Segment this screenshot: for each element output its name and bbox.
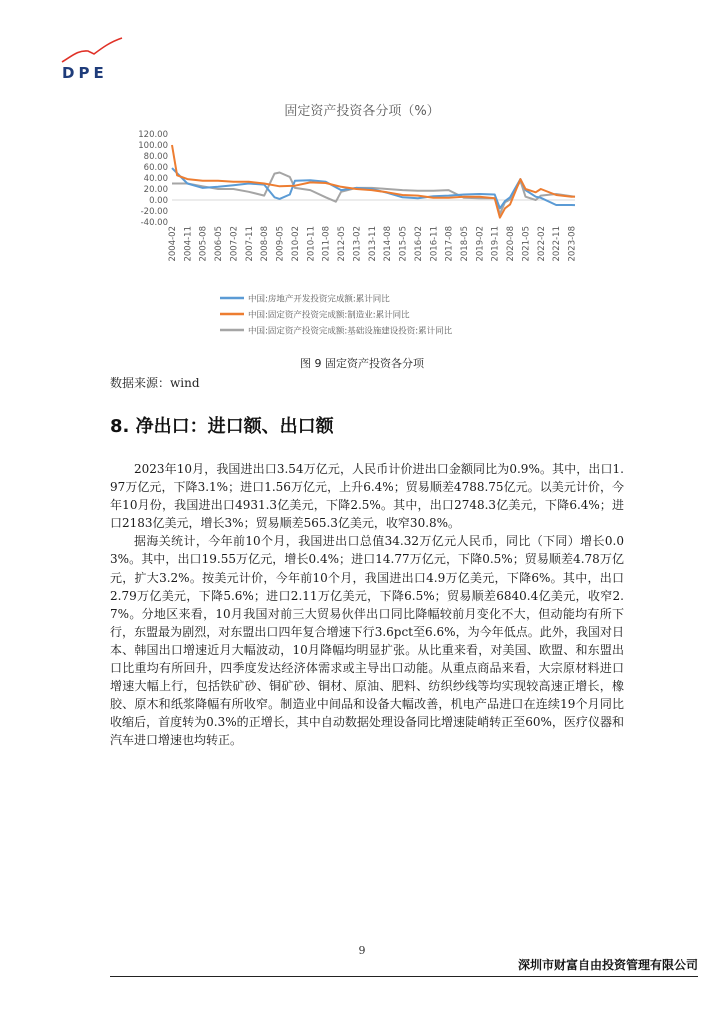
x-tick-label: 2023-08 bbox=[567, 226, 578, 262]
section-body bbox=[110, 460, 624, 750]
company-name: 深圳市财富自由投资管理有限公司 bbox=[517, 958, 698, 972]
footer-divider bbox=[110, 976, 698, 977]
x-tick-label: 2020-08 bbox=[506, 226, 517, 262]
x-tick-label: 2010-02 bbox=[290, 226, 301, 262]
x-tick-label: 2004-02 bbox=[168, 226, 178, 262]
x-tick-label: 2016-11 bbox=[429, 226, 440, 262]
x-tick-label: 2005-08 bbox=[198, 226, 209, 262]
y-tick-label: 100.00 bbox=[138, 141, 168, 151]
x-tick-label: 2021-05 bbox=[521, 226, 532, 262]
x-tick-label: 2019-11 bbox=[490, 226, 501, 262]
y-tick-label: 20.00 bbox=[143, 185, 168, 195]
legend-label-1: 中国:房地产开发投资完成额:累计同比 bbox=[248, 294, 390, 305]
data-source: 数据来源：wind bbox=[110, 376, 200, 390]
x-tick-label: 2010-11 bbox=[306, 226, 317, 262]
series-line-2 bbox=[172, 145, 575, 218]
x-tick-label: 2007-02 bbox=[229, 226, 240, 262]
x-tick-label: 2022-02 bbox=[536, 226, 547, 262]
x-tick-label: 2016-02 bbox=[413, 226, 424, 262]
y-tick-label: 40.00 bbox=[143, 174, 168, 184]
section-heading: 8. 净出口：进口额、出口额 bbox=[110, 416, 334, 437]
y-tick-label: 80.00 bbox=[143, 152, 168, 162]
x-tick-label: 2011-08 bbox=[321, 226, 332, 262]
x-tick-label: 2022-11 bbox=[552, 226, 563, 262]
figure-caption: 图 9 固定资产投资各分项 bbox=[300, 357, 424, 370]
x-tick-label: 2006-05 bbox=[214, 226, 225, 262]
x-tick-label: 2018-05 bbox=[460, 226, 471, 262]
x-tick-label: 2017-08 bbox=[444, 226, 455, 262]
x-tick-label: 2007-11 bbox=[244, 226, 255, 262]
y-tick-label: 120.00 bbox=[138, 130, 168, 140]
paragraph-1: 2023年10月，我国进出口3.54万亿元，人民币计价进出口金额同比为0.9%。其中，出口1.97万亿元，下降3.1%；进口1.56万亿元，上升6.4%；贸易顺差4788.75亿元。以美元计价，今年10月份，我国进出口4931.3亿美元，下降2.5%。其中，出口2748.3亿美元，下降6.4%；进口2183亿美元，增长3%；贸易顺差565.3亿美元，收窄30.8%。 bbox=[110, 462, 624, 531]
x-tick-label: 2012-05 bbox=[337, 226, 348, 262]
chart-title: 固定资产投资各分项（%） bbox=[284, 104, 440, 119]
legend-label-3: 中国:固定资产投资完成额:基础设施建设投资:累计同比 bbox=[248, 326, 453, 337]
x-tick-label: 2013-11 bbox=[367, 226, 378, 262]
y-tick-label: -40.00 bbox=[140, 218, 168, 228]
x-tick-label: 2004-11 bbox=[183, 226, 194, 262]
logo-text: DPE bbox=[62, 64, 108, 82]
legend-label-2: 中国:固定资产投资完成额:制造业:累计同比 bbox=[248, 310, 410, 321]
paragraph-2: 据海关统计，今年前10个月，我国进出口总值34.32万亿元人民币，同比（下同）增长0.03%。其中，出口19.55万亿元，增长0.4%；进口14.77万亿元，下降0.5%；贸易顺差4.78万亿元，扩大3.2%。按美元计价，今年前10个月，我国进出口4.9万亿美元，下降6%。其中，出口2.79万亿美元，下降5.6%；进口2.11万亿美元，下降6.5%；贸易顺差6840.4亿美元，收窄2.7%。分地区来看，10月我国对前三大贸易伙伴出口同比降幅较前月变化不大，但动能均有所下行，东盟最为剧烈，对东盟出口四年复合增速下行3.6pct至6.6%，为今年低点。此外，我国对日本、韩国出口增速近月大幅波动，10月降幅均明显扩张。从比重来看，对美国、欧盟、和东盟出口比重均有所回升，四季度发达经济体需求或主导出口动能。从重点商品来看，大宗原材料进口增速大幅上行，包括铁矿砂、铜矿砂、铜材、原油、肥料、纺织纱线等均实现较高速正增长，橡胶、原木和纸浆降幅有所收窄。制造业中间品和设备大幅改善，机电产品进口在连续19个月同比收缩后，首度转为0.3%的正增长，其中自动数据处理设备同比增速陡峭转正至60%，医疗仪器和汽车进口增速也均转正。 bbox=[110, 534, 624, 748]
y-tick-label: 0.00 bbox=[149, 196, 168, 206]
x-tick-label: 2009-05 bbox=[275, 226, 286, 262]
page-number: 9 bbox=[358, 944, 366, 957]
y-tick-label: -20.00 bbox=[140, 207, 168, 217]
x-tick-label: 2013-02 bbox=[352, 226, 363, 262]
logo-swoosh-icon bbox=[62, 38, 122, 62]
x-tick-label: 2008-08 bbox=[260, 226, 271, 262]
fixed-asset-investment-chart bbox=[120, 120, 590, 345]
x-tick-label: 2014-08 bbox=[383, 226, 394, 262]
x-tick-label: 2015-05 bbox=[398, 226, 409, 262]
y-tick-label: 60.00 bbox=[143, 163, 168, 173]
x-tick-label: 2019-02 bbox=[475, 226, 486, 262]
